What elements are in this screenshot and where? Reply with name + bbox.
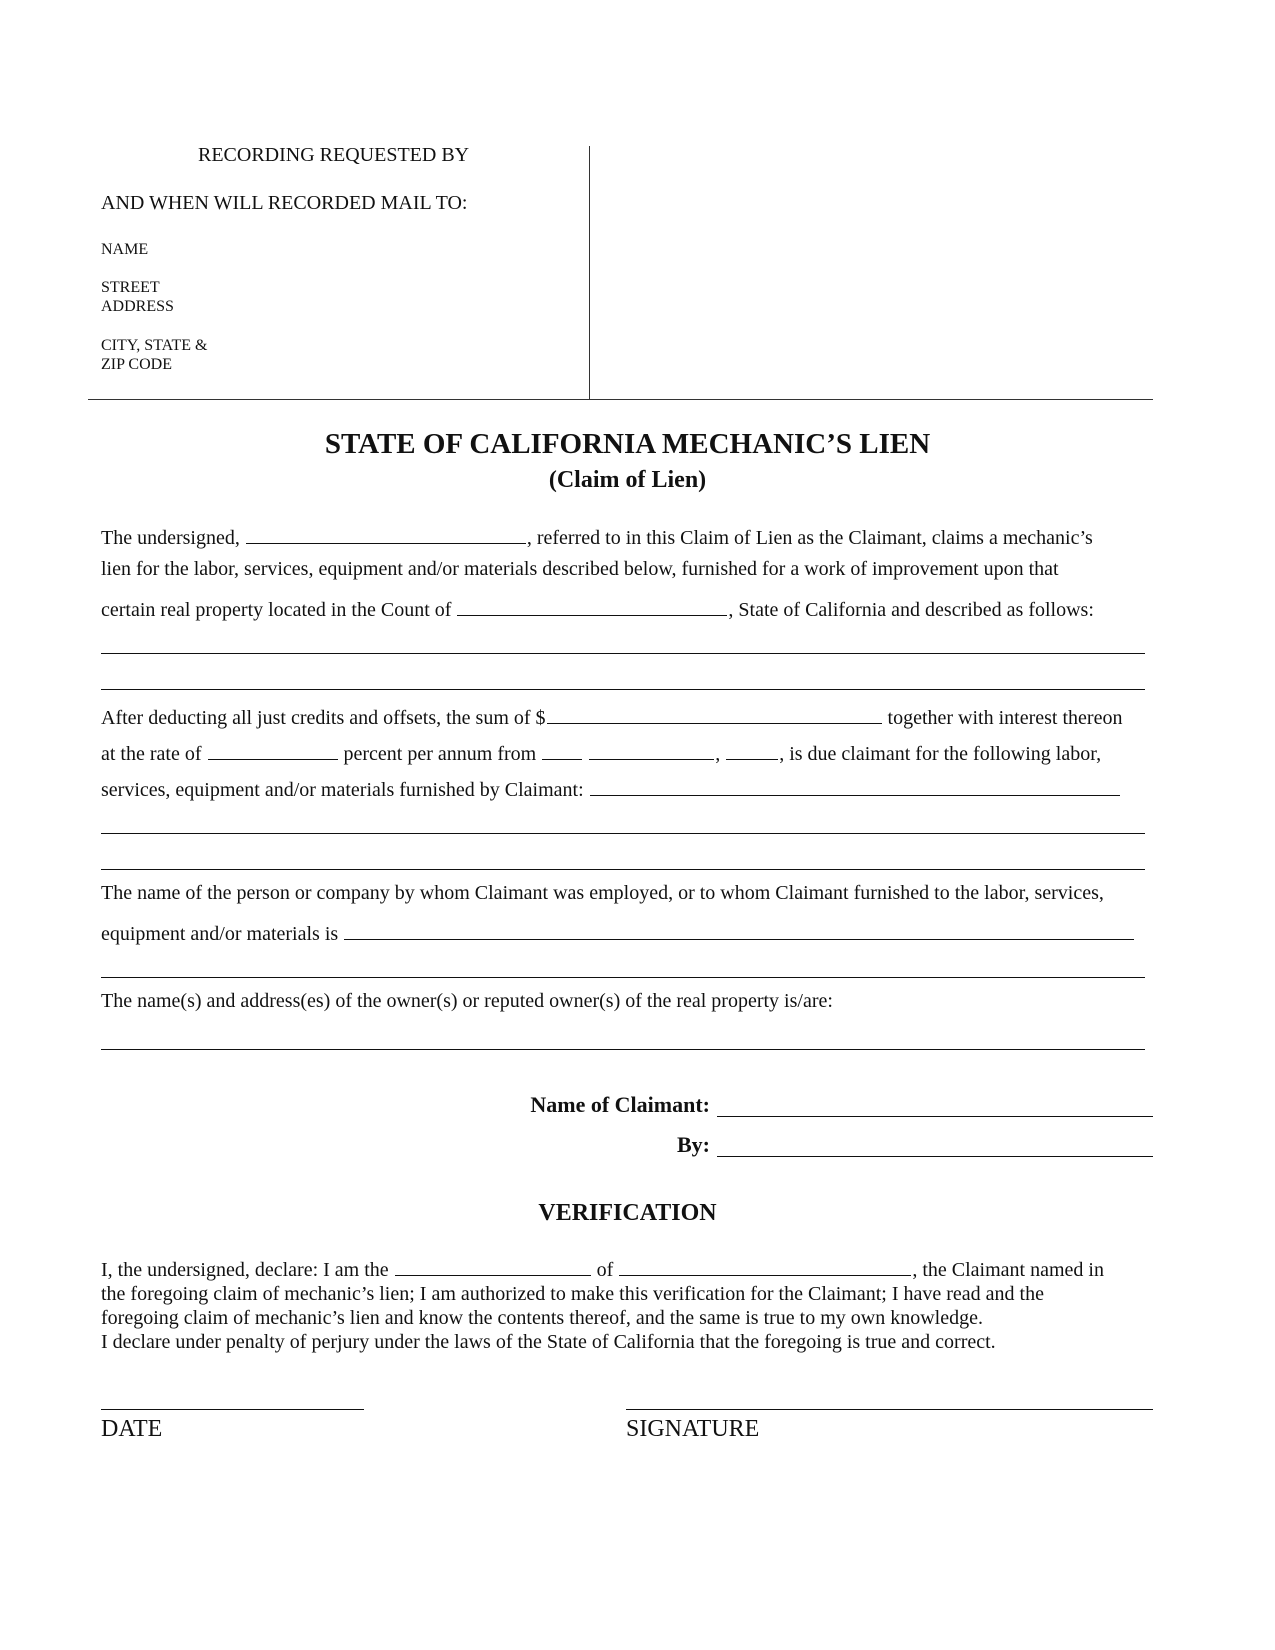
interest-rate-blank[interactable] <box>208 738 338 760</box>
form-subtitle: (Claim of Lien) <box>548 467 707 493</box>
from-year-blank[interactable] <box>726 738 778 760</box>
para2-line3: services, equipment and/or materials furnished by Claimant: <box>101 774 1121 802</box>
from-day-blank[interactable] <box>542 738 582 760</box>
para2-line2: at the rate of percent per annum from , , is due claimant for the following labor, <box>101 738 1101 766</box>
by-label: By: <box>677 1132 710 1157</box>
street-label: STREET ADDRESS <box>101 279 174 315</box>
header-vertical-divider <box>589 146 590 400</box>
verification-heading: VERIFICATION <box>538 1200 717 1226</box>
para1-line3: certain real property located in the Count of , State of California and described as follows: <box>101 594 1094 622</box>
labor-description-blank[interactable] <box>590 774 1120 796</box>
labor-description-line-2[interactable] <box>101 869 1145 870</box>
title-blank[interactable] <box>395 1257 591 1276</box>
name-of-claimant-line[interactable] <box>717 1116 1153 1117</box>
name-label: NAME <box>101 241 149 258</box>
form-title: STATE OF CALIFORNIA MECHANIC’S LIEN <box>324 428 931 460</box>
para3-line2: equipment and/or materials is <box>101 918 1135 946</box>
date-label: DATE <box>101 1416 163 1442</box>
property-description-line-2[interactable] <box>101 689 1145 690</box>
city-state-zip-label: CITY, STATE & ZIP CODE <box>101 337 208 373</box>
sum-blank[interactable] <box>547 702 882 724</box>
para2-line1: After deducting all just credits and offsets, the sum of $ together with interest thereon <box>101 702 1122 730</box>
signature-label: SIGNATURE <box>626 1416 760 1442</box>
para1-line1: The undersigned, , referred to in this Claim of Lien as the Claimant, claims a mechanic’s <box>101 522 1093 550</box>
employer-blank[interactable] <box>344 918 1134 940</box>
claimant-name-blank[interactable] <box>246 522 526 544</box>
by-line[interactable] <box>717 1156 1153 1157</box>
county-blank[interactable] <box>457 594 727 616</box>
company-blank[interactable] <box>619 1257 911 1276</box>
employer-line-2[interactable] <box>101 977 1145 978</box>
header-horizontal-divider <box>88 399 1153 400</box>
labor-description-line-1[interactable] <box>101 833 1145 834</box>
property-description-line-1[interactable] <box>101 653 1145 654</box>
para3-line1: The name of the person or company by whom Claimant was employed, or to whom Claimant furnished to the labor, services, <box>101 882 1104 904</box>
verification-text: I, the undersigned, declare: I am the of , the Claimant named in the foregoing claim of mechanic’s lien; I am authorized to make this verification for the Claimant; I have read and the foregoing claim of mechanic’s lien and know the contents thereof, and the same is true to my own knowledge. I declare under penalty of perjury under the laws of the State of California that the foregoing is true and correct. <box>101 1259 1104 1353</box>
mail-to-label: AND WHEN WILL RECORDED MAIL TO: <box>101 192 468 214</box>
signature-line[interactable] <box>626 1409 1153 1410</box>
name-of-claimant-label: Name of Claimant: <box>530 1092 710 1117</box>
date-line[interactable] <box>101 1409 364 1410</box>
owner-line[interactable] <box>101 1049 1145 1050</box>
from-month-blank[interactable] <box>589 738 714 760</box>
para4-line1: The name(s) and address(es) of the owner(s) or reputed owner(s) of the real property is/are: <box>101 990 833 1012</box>
recording-requested-label: RECORDING REQUESTED BY <box>198 144 470 166</box>
para1-line2: lien for the labor, services, equipment and/or materials described below, furnished for a work of improvement upon that <box>101 558 1059 580</box>
